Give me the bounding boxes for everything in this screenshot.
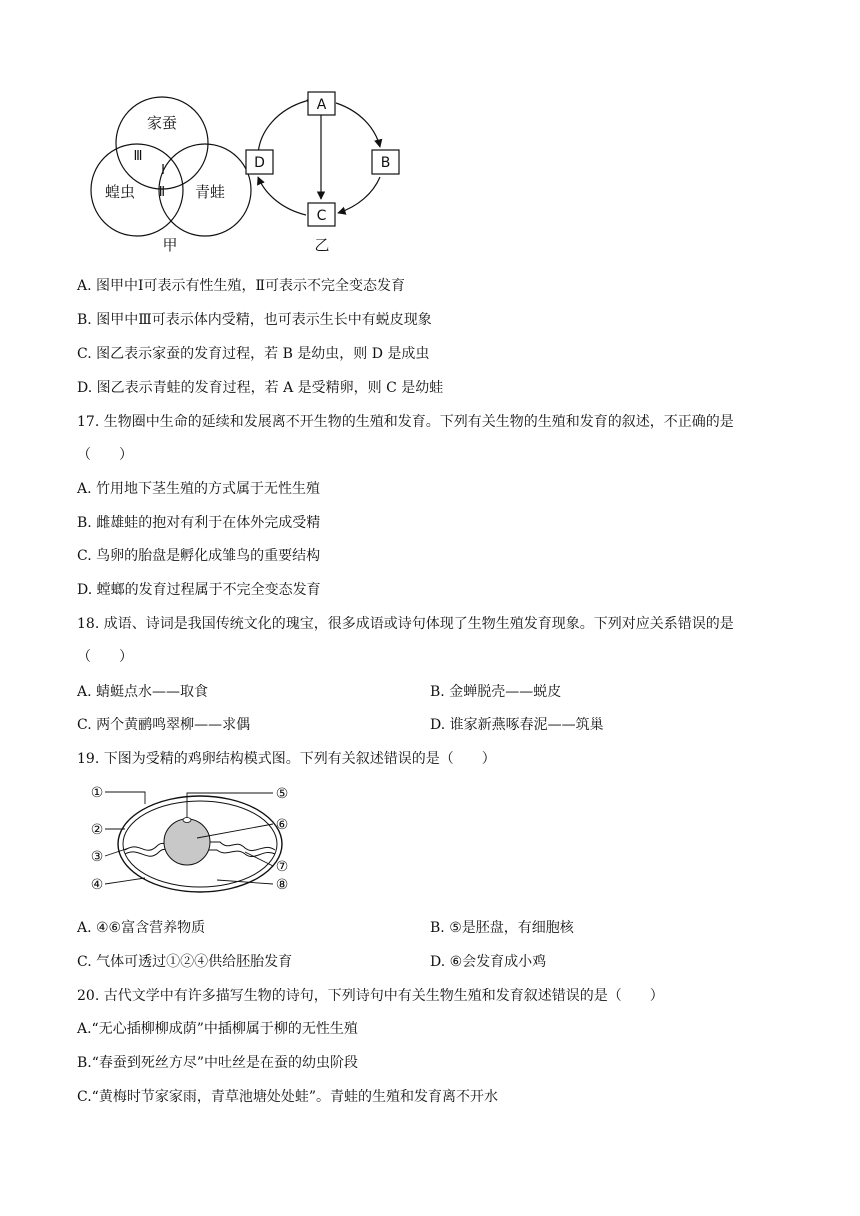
- q17-option-a: A. 竹用地下茎生殖的方式属于无性生殖: [77, 481, 321, 497]
- q18-option-a: A. 蜻蜓点水——取食: [77, 684, 209, 700]
- box-a-label: A: [316, 97, 327, 113]
- box-d-label: D: [254, 155, 265, 171]
- arrow-b-to-c: [338, 177, 380, 213]
- q19-option-a: A. ④⑥富含营养物质: [77, 920, 206, 936]
- figure-jia-yi: [80, 85, 420, 260]
- label-region-i: Ⅰ: [161, 163, 165, 178]
- box-c-label: C: [316, 208, 327, 224]
- q17-stem-line1: 17. 生物圈中生命的延续和发展离不开生物的生殖和发育。下列有关生物的生殖和发育的叙述，不正确的是: [77, 414, 734, 430]
- q17-stem-line2: （ ）: [77, 447, 133, 463]
- q18-option-d: D. 谁家新燕啄春泥——筑巢: [430, 717, 604, 733]
- q16-option-a: A. 图甲中Ⅰ可表示有性生殖，Ⅱ可表示不完全变态发育: [77, 278, 406, 294]
- label-region-iii: Ⅲ: [133, 149, 143, 164]
- q16-option-c: C. 图乙表示家蚕的发育过程，若 B 是幼虫，则 D 是成虫: [77, 346, 430, 362]
- egg-label-1: ①: [90, 785, 104, 801]
- leader-1: [105, 792, 145, 804]
- q20-option-a: A.“无心插柳柳成荫”中插柳属于柳的无性生殖: [77, 1021, 358, 1037]
- arrow-c-to-d: [258, 177, 306, 215]
- q19-option-d: D. ⑥会发育成小鸡: [430, 954, 547, 970]
- label-locust: 蝗虫: [104, 183, 136, 201]
- box-b-label: B: [380, 155, 391, 171]
- arrow-d-to-a: [258, 101, 306, 155]
- q18-stem-line1: 18. 成语、诗词是我国传统文化的瑰宝，很多成语或诗句体现了生物生殖发育现象。下列对应关系错误的是: [77, 616, 734, 632]
- q18-option-c: C. 两个黄鹂鸣翠柳——求偶: [77, 717, 251, 733]
- egg-label-4: ④: [90, 877, 104, 893]
- q20-stem: 20. 古代文学中有许多描写生物的诗句，下列诗句中有关生物生殖和发育叙述错误的是（ ）: [77, 988, 664, 1004]
- q20-option-c: C.“黄梅时节家家雨，青草池塘处处蛙”。青蛙的生殖和发育离不开水: [77, 1089, 498, 1105]
- egg-label-5: ⑤: [275, 786, 289, 802]
- q20-option-b: B.“春蚕到死丝方尽”中吐丝是在蚕的幼虫阶段: [77, 1055, 359, 1071]
- caption-jia: 甲: [162, 236, 178, 254]
- caption-yi: 乙: [314, 236, 330, 254]
- egg-structure-diagram: [85, 780, 325, 900]
- label-region-ii: Ⅱ: [158, 185, 166, 200]
- q18-option-b: B. 金蝉脱壳——蜕皮: [430, 684, 562, 700]
- egg-label-8: ⑧: [275, 877, 289, 893]
- q16-option-b: B. 图甲中Ⅲ可表示体内受精，也可表示生长中有蜕皮现象: [77, 312, 432, 328]
- label-silkworm: 家蚕: [146, 114, 178, 132]
- germinal-disc: [183, 818, 191, 823]
- q19-option-c: C. 气体可透过①②④供给胚胎发育: [77, 954, 293, 970]
- egg-label-3: ③: [90, 849, 104, 865]
- label-frog: 青蛙: [194, 183, 226, 201]
- q17-option-d: D. 螳螂的发育过程属于不完全变态发育: [77, 582, 321, 598]
- cycle-diagram: [246, 92, 399, 254]
- egg-label-6: ⑥: [275, 817, 289, 833]
- q19-option-b: B. ⑤是胚盘，有细胞核: [430, 920, 574, 936]
- q17-option-b: B. 雌雄蛙的抱对有利于在体外完成受精: [77, 515, 321, 531]
- q19-stem: 19. 下图为受精的鸡卵结构模式图。下列有关叙述错误的是（ ）: [77, 751, 496, 767]
- arrow-a-to-b: [336, 103, 380, 147]
- q16-option-d: D. 图乙表示青蛙的发育过程，若 A 是受精卵，则 C 是幼蛙: [77, 380, 444, 396]
- egg-yolk: [164, 819, 210, 865]
- egg-label-7: ⑦: [275, 859, 289, 875]
- q18-stem-line2: （ ）: [77, 649, 133, 665]
- q17-option-c: C. 鸟卵的胎盘是孵化成雏鸟的重要结构: [77, 548, 321, 564]
- leader-4: [105, 878, 145, 884]
- venn-diagram: [91, 97, 251, 254]
- egg-label-2: ②: [90, 822, 104, 838]
